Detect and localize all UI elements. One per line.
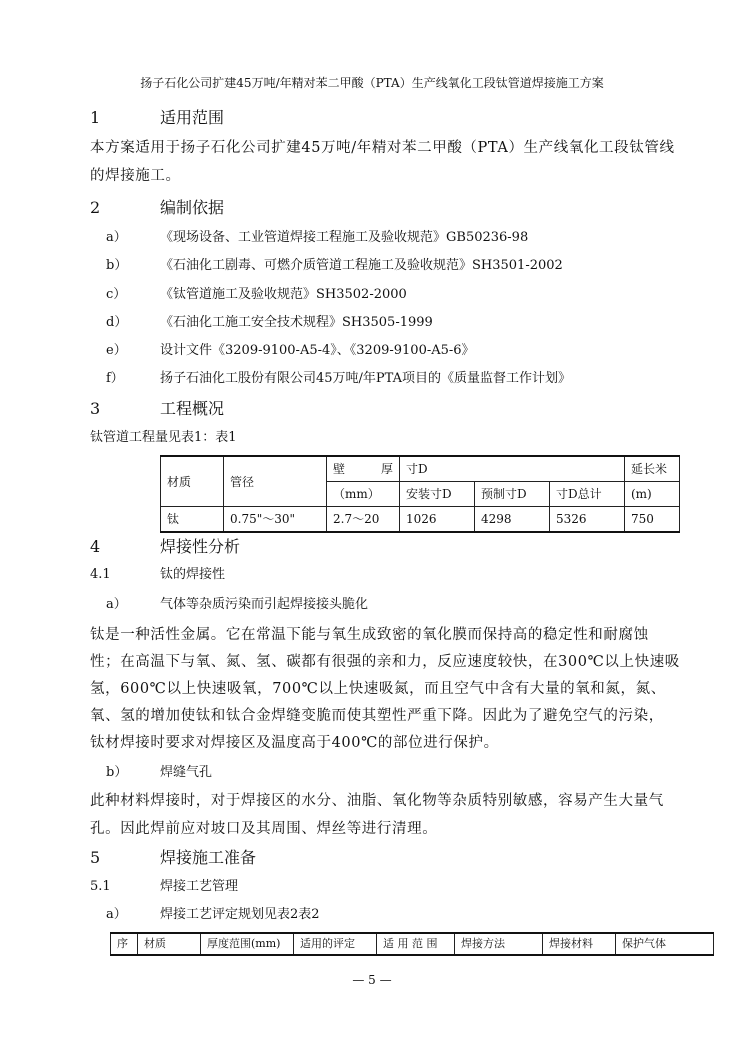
list-letter: e） (106, 343, 127, 358)
header-install: 安装寸D (400, 482, 475, 507)
header-total: 寸D总计 (550, 482, 625, 507)
titanium-pipe-quantity-table (160, 455, 680, 533)
reference-item: 《现场设备、工业管道焊接工程施工及验收规范》GB50236-98 (160, 230, 529, 245)
paragraph-line: 的焊接施工。 (90, 168, 181, 184)
item-title: 焊接工艺评定规划见表2表2 (160, 907, 320, 922)
paragraph-line: 此种材料焊接时，对于焊接区的水分、油脂、氧化物等杂质特别敏感，容易产生大量气 (90, 793, 664, 809)
section-2-number: 2 (90, 198, 101, 217)
paragraph-line: 性；在高温下与氧、氮、氢、碳都有很强的亲和力，反应速度较快，在300℃以上快速吸 (90, 654, 680, 670)
header-wall-unit: （mm） (327, 482, 400, 507)
section-5-title: 焊接施工准备 (160, 848, 257, 867)
cell-material: 钛 (161, 507, 224, 533)
reference-item: 《石油化工施工安全技术规程》SH3505-1999 (160, 315, 433, 330)
list-letter: b） (106, 258, 128, 273)
list-letter: c） (106, 287, 127, 302)
section-3-number: 3 (90, 399, 101, 418)
list-letter: a） (106, 907, 127, 922)
header-cell: 厚度范围(mm) (201, 933, 294, 955)
section-2-title: 编制依据 (160, 198, 225, 217)
paragraph-line: 氢，600℃以上快速吸氧，700℃以上快速吸氮，而且空气中含有大量的氧和氮，氮、 (90, 681, 666, 697)
header-cell: 焊接方法 (455, 933, 543, 955)
paragraph-line: 本方案适用于扬子石化公司扩建45万吨/年精对苯二甲酸（PTA）生产线氧化工段钛管线 (90, 140, 675, 156)
header-wall-b: 厚 (380, 462, 393, 476)
header-prefab: 预制寸D (475, 482, 550, 507)
list-letter: d） (106, 315, 128, 330)
paragraph-line: 孔。因此焊前应对坡口及其周围、焊丝等进行清理。 (90, 821, 438, 837)
list-letter: f） (106, 371, 124, 386)
paragraph-line: 钛材焊接时要求对焊接区及温度高于400℃的部位进行保护。 (90, 735, 499, 751)
reference-item: 《钛管道施工及验收规范》SH3502-2000 (160, 287, 407, 302)
item-title: 气体等杂质污染而引起焊接接头脆化 (160, 597, 369, 612)
section-3-title: 工程概况 (160, 399, 225, 418)
subsection-number: 5.1 (90, 879, 111, 894)
header-inch: 寸D (400, 456, 625, 482)
header-cell: 材质 (138, 933, 201, 955)
section-5-number: 5 (90, 848, 101, 867)
list-letter: a） (106, 597, 127, 612)
cell-install: 1026 (400, 507, 475, 533)
section-1-number: 1 (90, 108, 101, 127)
table-1-caption: 钛管道工程量见表1：表1 (90, 430, 237, 445)
page-header: 扬子石化公司扩建45万吨/年精对苯二甲酸（PTA）生产线氧化工段钛管道焊接施工方案 (140, 76, 604, 90)
item-title: 焊缝气孔 (160, 765, 213, 780)
header-material: 材质 (161, 456, 224, 507)
section-4-title: 焊接性分析 (160, 537, 241, 556)
header-diameter: 管径 (224, 456, 327, 507)
cell-wall: 2.7～20 (327, 507, 400, 533)
welding-procedure-table (110, 932, 714, 956)
reference-item: 设计文件《3209-9100-A5-4》、《3209-9100-A5-6》 (160, 343, 475, 358)
cell-total: 5326 (550, 507, 625, 533)
section-4-number: 4 (90, 537, 101, 556)
table-row (161, 507, 680, 533)
reference-item: 《石油化工剧毒、可燃介质管道工程施工及验收规范》SH3501-2002 (160, 258, 563, 273)
header-length-unit: (m) (625, 482, 680, 507)
header-length: 延长米 (625, 456, 680, 482)
header-cell: 保护气体 (616, 933, 714, 955)
list-letter: a） (106, 230, 127, 245)
header-wall-a: 壁 (333, 462, 346, 476)
subsection-title: 钛的焊接性 (160, 567, 226, 582)
subsection-number: 4.1 (90, 567, 111, 582)
header-cell: 适用的评定 (294, 933, 377, 955)
cell-length: 750 (625, 507, 680, 533)
reference-item: 扬子石油化工股份有限公司45万吨/年PTA项目的《质量监督工作计划》 (160, 371, 572, 386)
header-cell: 适 用 范 围 (377, 933, 455, 955)
subsection-title: 焊接工艺管理 (160, 879, 239, 894)
paragraph-line: 氧、氢的增加使钛和钛合金焊缝变脆而使其塑性严重下降。因此为了避免空气的污染， (90, 708, 664, 724)
section-1-title: 适用范围 (160, 108, 225, 127)
header-cell: 序 (111, 933, 138, 955)
cell-prefab: 4298 (475, 507, 550, 533)
paragraph-line: 钛是一种活性金属。它在常温下能与氧生成致密的氧化膜而保持高的稳定性和耐腐蚀 (90, 627, 649, 643)
cell-diameter: 0.75"～30" (224, 507, 327, 533)
list-letter: b） (106, 765, 128, 780)
header-wall (327, 456, 400, 482)
header-cell: 焊接材料 (543, 933, 616, 955)
page-number: — 5 — (352, 973, 392, 987)
